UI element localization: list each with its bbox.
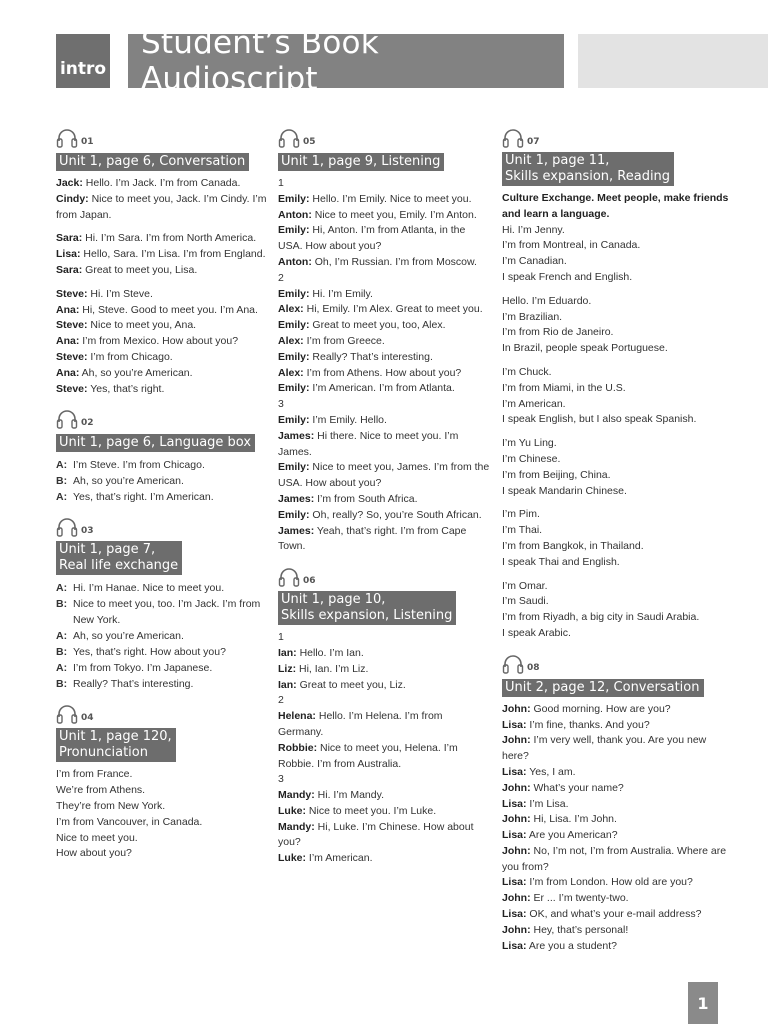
dialogue-line — [56, 334, 268, 350]
speech-text: Hi. I’m Steve. — [87, 287, 153, 300]
dialogue-group — [502, 702, 732, 955]
dialogue-line — [502, 891, 732, 907]
dialogue-line — [278, 851, 490, 867]
profile-line: I speak English, but I also speak Spanish. — [502, 413, 697, 426]
speaker-name: Robbie: — [278, 741, 318, 754]
phrase-line: Nice to meet you. — [56, 831, 138, 844]
profile-line: I speak Arabic. — [502, 626, 571, 639]
reading-intro: Culture Exchange. Meet people, make friends and learn a language. — [502, 192, 729, 220]
profile-line: I speak French and English. — [502, 270, 633, 283]
speech-text: No, I’m not, I’m from Australia. Where are you from? — [502, 844, 727, 873]
dialogue-line — [278, 192, 490, 208]
speaker-name: Steve: — [56, 287, 88, 300]
speaker-name: A: — [56, 662, 68, 675]
profile-paragraph — [502, 365, 732, 428]
speech-text: Hello. I’m Jack. I’m from Canada. — [82, 177, 241, 189]
part-number: 3 — [278, 398, 284, 411]
speech-text: Nice to meet you, too. I’m Jack. I’m from New York. — [73, 598, 261, 627]
dialogue-parts — [278, 630, 490, 867]
speaker-name: Cindy: — [56, 192, 89, 205]
speaker-name: B: — [56, 678, 68, 691]
speech-text: Hi. I’m Mandy. — [314, 789, 384, 802]
profile-line: I’m Yu Ling. — [502, 437, 557, 450]
profile-line: In Brazil, people speak Portuguese. — [502, 342, 668, 355]
profile-line: I’m Brazilian. — [502, 310, 563, 323]
dialogue-group — [56, 231, 268, 278]
speech-text: Hello. I’m Helena. I’m from Germany. — [278, 710, 443, 738]
track-number: 02 — [81, 418, 94, 429]
speaker-name: John: — [502, 813, 531, 826]
speech-text: I’m from Athens. How about you? — [303, 366, 462, 379]
profile-line: I’m American. — [502, 397, 566, 410]
dialogue-parts — [278, 176, 490, 555]
speech-text: Ah, so you’re American. — [73, 630, 184, 643]
dialogue-line — [502, 923, 732, 939]
dialogue-group — [56, 580, 268, 692]
dialogue-line — [56, 628, 268, 644]
speaker-name: James: — [278, 524, 315, 537]
profile-line: I’m Thai. — [502, 524, 543, 537]
speech-text: I’m American. I’m from Atlanta. — [309, 382, 455, 395]
column-3 — [502, 124, 732, 962]
dialogue-line — [502, 875, 732, 891]
speaker-name: B: — [56, 646, 68, 659]
speaker-name: Liz: — [278, 662, 297, 675]
speech-text: Hello. I’m Emily. Nice to meet you. — [309, 192, 472, 205]
dialogue-line — [502, 907, 732, 923]
speech-text: Yes, that’s right. — [87, 382, 165, 395]
speech-text: Yes, I am. — [526, 765, 576, 778]
dialogue-line — [502, 844, 732, 876]
track-number: 06 — [303, 576, 316, 587]
dialogue-line — [278, 255, 490, 271]
profile-paragraph — [502, 436, 732, 499]
part-number: 2 — [278, 694, 284, 707]
speaker-name: Ana: — [56, 366, 80, 379]
headphones-icon — [278, 567, 300, 587]
speaker-name: Anton: — [278, 208, 312, 221]
speech-text: Hello. I’m Ian. — [296, 646, 364, 659]
speech-text: Hi, Lisa. I’m John. — [530, 813, 617, 826]
speech-text: Nice to meet you. I’m Luke. — [306, 804, 437, 817]
speaker-name: A: — [56, 491, 68, 504]
speaker-name: John: — [502, 844, 531, 857]
speaker-name: Emily: — [278, 350, 310, 363]
dialogue-line — [278, 524, 490, 556]
dialogue-line — [56, 263, 268, 279]
speech-text: I’m very well, thank you. Are you new here? — [502, 734, 707, 763]
track-number: 05 — [303, 137, 316, 147]
speech-text: Oh, really? So, you’re South African. — [309, 508, 482, 521]
headphones-icon — [56, 704, 78, 724]
dialogue-line — [56, 644, 268, 660]
speech-text: I’m Emily. Hello. — [309, 413, 387, 426]
profile-line: I’m from Rio de Janeiro. — [502, 326, 614, 339]
dialogue-line — [502, 718, 732, 734]
profile-paragraph — [502, 507, 732, 570]
speaker-name: Luke: — [278, 852, 307, 865]
speaker-name: John: — [502, 892, 531, 905]
speech-text: I’m from South Africa. — [314, 492, 418, 505]
speaker-name: Lisa: — [502, 939, 527, 952]
speaker-name: Emily: — [278, 192, 310, 205]
speech-text: Nice to meet you, Ana. — [87, 319, 197, 332]
dialogue-line — [502, 828, 732, 844]
speaker-name: Lisa: — [502, 797, 527, 810]
speech-text: Yeah, that’s right. I’m from Cape Town. — [278, 524, 467, 553]
speaker-name: Mandy: — [278, 789, 315, 802]
speaker-name: John: — [502, 702, 531, 715]
dialogue-line — [56, 580, 268, 596]
speaker-name: Ian: — [278, 646, 297, 659]
speaker-name: Lisa: — [502, 876, 527, 889]
dialogue-line — [56, 231, 268, 247]
speech-text: Yes, that’s right. How about you? — [73, 646, 226, 659]
speech-text: Great to meet you, too, Alex. — [309, 319, 446, 332]
column-2 — [278, 124, 490, 875]
speech-text: Hi there. Nice to meet you. I’m James. — [278, 429, 459, 458]
speech-text: I’m fine, thanks. And you? — [526, 718, 650, 731]
speech-text: Hello, Sara. I’m Lisa. I’m from England. — [80, 248, 266, 261]
speaker-name: Ana: — [56, 303, 80, 316]
dialogue-line — [278, 350, 490, 366]
speaker-name: Alex: — [278, 303, 304, 316]
speech-text: Hi, Steve. Good to meet you. I’m Ana. — [79, 303, 258, 316]
dialogue-line — [502, 781, 732, 797]
dialogue-line — [278, 302, 490, 318]
profile-paragraph — [502, 294, 732, 357]
dialogue-line — [56, 366, 268, 382]
dialogue-line — [278, 366, 490, 382]
headphones-icon — [56, 517, 78, 537]
page-number: 1 — [688, 982, 718, 1024]
dialogue-line — [278, 460, 490, 492]
speaker-name: Emily: — [278, 413, 310, 426]
phrase-line: I’m from Vancouver, in Canada. — [56, 815, 203, 828]
speaker-name: A: — [56, 630, 68, 643]
dialogue-line — [278, 741, 490, 773]
speaker-name: Lisa: — [502, 908, 527, 921]
speech-text: I’m from London. How old are you? — [526, 876, 693, 889]
speech-text: Hi. I’m Hanae. Nice to meet you. — [73, 582, 225, 595]
section-tab-intro: intro — [56, 34, 110, 88]
column-1 — [56, 124, 268, 870]
speech-text: Really? That’s interesting. — [73, 678, 194, 691]
speaker-name: Emily: — [278, 461, 310, 474]
speech-text: Nice to meet you, Jack. I’m Cindy. I’m from Japan. — [56, 192, 267, 221]
dialogue-line — [278, 788, 490, 804]
headphones-icon — [56, 128, 78, 148]
part-number: 1 — [278, 177, 284, 189]
profile-line: I’m from Beijing, China. — [502, 468, 611, 481]
dialogue-line — [278, 413, 490, 429]
track-marker — [278, 563, 490, 587]
speaker-name: B: — [56, 475, 68, 488]
part-number: 3 — [278, 773, 284, 786]
track-marker — [502, 650, 732, 674]
phrase-line: How about you? — [56, 847, 132, 860]
speaker-name: Luke: — [278, 804, 307, 817]
profile-line: I’m Chinese. — [502, 452, 561, 465]
speaker-name: Anton: — [278, 255, 312, 268]
speech-text: Ah, so you’re American. — [79, 366, 193, 379]
speaker-name: James: — [278, 429, 315, 442]
profile-line: I’m from Montreal, in Canada. — [502, 239, 641, 252]
track-number: 03 — [81, 526, 94, 537]
dialogue-line — [278, 646, 490, 662]
profile-line: I’m from Miami, in the U.S. — [502, 381, 626, 394]
section-title: Unit 1, page 6, Language box — [56, 434, 255, 452]
dialogue-line — [502, 765, 732, 781]
track-marker — [56, 405, 268, 429]
track-marker — [56, 124, 268, 148]
dialogue-line — [502, 797, 732, 813]
track-number: 08 — [527, 662, 540, 673]
track-marker — [502, 124, 732, 148]
speaker-name: John: — [502, 781, 531, 794]
dialogue-line — [278, 381, 490, 397]
dialogue-line — [56, 176, 268, 192]
speaker-name: Alex: — [278, 366, 304, 379]
dialogue-line — [502, 733, 732, 765]
profile-line: I’m Pim. — [502, 508, 540, 521]
headphones-icon — [502, 654, 524, 674]
phrase-line: I’m from France. — [56, 768, 133, 781]
speaker-name: Emily: — [278, 382, 310, 395]
speech-text: I’m Steve. I’m from Chicago. — [73, 459, 205, 472]
speech-text: Hi. I’m Sara. I’m from North America. — [82, 232, 257, 245]
speaker-name: John: — [502, 923, 531, 936]
speech-text: I’m from Mexico. How about you? — [79, 335, 239, 348]
speaker-name: A: — [56, 582, 68, 595]
dialogue-line — [502, 702, 732, 718]
speech-text: Hi, Luke. I’m Chinese. How about you? — [278, 820, 474, 849]
speech-text: Nice to meet you, Helena. I’m Robbie. I’m from Australia. — [278, 741, 458, 770]
profile-paragraph — [502, 579, 732, 642]
dialogue-line — [56, 596, 268, 628]
profile-line: I speak Thai and English. — [502, 555, 620, 568]
section-title: Unit 1, page 11, Skills expansion, Reading — [502, 152, 674, 186]
profile-line: I’m from Riyadh, a big city in Saudi Arabia. — [502, 611, 700, 624]
profile-paragraph — [502, 223, 732, 286]
speaker-name: Lisa: — [502, 718, 527, 731]
section-title: Unit 1, page 120, Pronunciation — [56, 728, 176, 762]
track-number: 01 — [81, 137, 94, 147]
track-number: 07 — [527, 137, 540, 147]
speaker-name: Lisa: — [502, 765, 527, 778]
dialogue-line — [278, 429, 490, 461]
speaker-name: Steve: — [56, 350, 88, 363]
track-number: 04 — [81, 713, 94, 724]
dialogue-line — [56, 318, 268, 334]
part-number: 1 — [278, 631, 284, 644]
speech-text: Are you a student? — [526, 939, 617, 952]
profile-line: I’m from Bangkok, in Thailand. — [502, 539, 644, 552]
dialogue-group — [56, 457, 268, 505]
header-bar-decoration — [578, 34, 768, 88]
speech-text: Great to meet you, Lisa. — [82, 263, 198, 276]
phrase-line: We’re from Athens. — [56, 784, 146, 797]
speech-text: I’m Lisa. — [526, 797, 569, 810]
speech-text: OK, and what’s your e-mail address? — [526, 908, 702, 921]
speech-text: Hi. I’m Emily. — [309, 287, 373, 300]
dialogue-line — [278, 820, 490, 852]
track-marker — [56, 700, 268, 724]
speech-text: Ah, so you’re American. — [73, 475, 184, 488]
headphones-icon — [56, 409, 78, 429]
speech-text: Are you American? — [526, 829, 618, 842]
section-title: Unit 2, page 12, Conversation — [502, 679, 704, 697]
speech-text: Really? That’s interesting. — [309, 350, 433, 363]
dialogue-line — [56, 192, 268, 224]
speech-text: Nice to meet you, James. I’m from the USA. How about you? — [278, 461, 490, 490]
speech-text: Er ... I’m twenty-two. — [530, 892, 629, 905]
section-title: Unit 1, page 7, Real life exchange — [56, 541, 182, 575]
track-marker — [278, 124, 490, 148]
dialogue-line — [56, 457, 268, 473]
speaker-name: Emily: — [278, 224, 310, 237]
speaker-name: Jack: — [56, 177, 83, 189]
speech-text: I’m American. — [306, 852, 373, 865]
dialogue-line — [56, 350, 268, 366]
dialogue-line — [56, 287, 268, 303]
dialogue-group — [56, 287, 268, 398]
dialogue-line — [56, 247, 268, 263]
speaker-name: Steve: — [56, 382, 88, 395]
section-title: Unit 1, page 6, Conversation — [56, 153, 249, 171]
speech-text: Hi, Ian. I’m Liz. — [296, 662, 369, 675]
dialogue-line — [56, 473, 268, 489]
speaker-name: Ian: — [278, 678, 297, 691]
dialogue-line — [56, 676, 268, 692]
speech-text: Great to meet you, Liz. — [296, 678, 406, 691]
speaker-name: Sara: — [56, 232, 83, 245]
speaker-name: A: — [56, 459, 68, 472]
dialogue-line — [56, 303, 268, 319]
page-title: Student’s Book Audioscript — [128, 34, 564, 88]
phrase-line: They’re from New York. — [56, 799, 166, 812]
section-title: Unit 1, page 10, Skills expansion, Listening — [278, 591, 456, 625]
speech-text: I’m from Chicago. — [87, 350, 173, 363]
profile-line: I speak Mandarin Chinese. — [502, 484, 627, 497]
speaker-name: Ana: — [56, 335, 80, 348]
profile-line: I’m Canadian. — [502, 255, 567, 268]
speech-text: Hi, Anton. I’m from Atlanta, in the USA. How about you? — [278, 224, 466, 253]
profile-line: Hi. I’m Jenny. — [502, 223, 565, 236]
dialogue-line — [502, 939, 732, 955]
dialogue-line — [278, 208, 490, 224]
speaker-name: B: — [56, 598, 68, 611]
dialogue-line — [278, 709, 490, 741]
speaker-name: Lisa: — [56, 248, 81, 261]
part-number: 2 — [278, 271, 284, 284]
speech-text: I’m from Tokyo. I’m Japanese. — [73, 662, 213, 675]
speaker-name: Lisa: — [502, 829, 527, 842]
speech-text: Good morning. How are you? — [530, 702, 671, 715]
speaker-name: Alex: — [278, 334, 304, 347]
speaker-name: Helena: — [278, 710, 316, 723]
speech-text: Hi, Emily. I’m Alex. Great to meet you. — [303, 303, 483, 316]
speech-text: Yes, that’s right. I’m American. — [73, 491, 214, 504]
dialogue-line — [278, 318, 490, 334]
dialogue-line — [278, 662, 490, 678]
speaker-name: Emily: — [278, 287, 310, 300]
dialogue-line — [278, 508, 490, 524]
dialogue-line — [278, 492, 490, 508]
dialogue-line — [56, 660, 268, 676]
headphones-icon — [502, 128, 524, 148]
dialogue-line — [278, 223, 490, 255]
speaker-name: Mandy: — [278, 820, 315, 833]
speech-text: Oh, I’m Russian. I’m from Moscow. — [311, 255, 477, 268]
speech-text: What’s your name? — [530, 781, 624, 794]
track-marker — [56, 513, 268, 537]
phrase-list — [56, 767, 268, 862]
profile-line: I’m Omar. — [502, 579, 548, 592]
speaker-name: John: — [502, 734, 531, 747]
section-title: Unit 1, page 9, Listening — [278, 153, 444, 171]
speaker-name: Emily: — [278, 319, 310, 332]
dialogue-line — [56, 382, 268, 398]
speaker-name: Sara: — [56, 263, 83, 276]
speaker-name: Steve: — [56, 319, 88, 332]
dialogue-group — [56, 176, 268, 223]
headphones-icon — [278, 128, 300, 148]
dialogue-line — [278, 287, 490, 303]
dialogue-line — [278, 678, 490, 694]
speech-text: I’m from Greece. — [303, 334, 385, 347]
dialogue-line — [278, 334, 490, 350]
profile-line: I’m Saudi. — [502, 595, 549, 608]
dialogue-line — [56, 489, 268, 505]
profile-line: Hello. I’m Eduardo. — [502, 294, 592, 307]
speech-text: Hey, that’s personal! — [530, 923, 629, 936]
speaker-name: Emily: — [278, 508, 310, 521]
profile-line: I’m Chuck. — [502, 365, 552, 378]
speech-text: Nice to meet you, Emily. I’m Anton. — [311, 208, 477, 221]
dialogue-line — [502, 812, 732, 828]
speaker-name: James: — [278, 492, 315, 505]
dialogue-line — [278, 804, 490, 820]
